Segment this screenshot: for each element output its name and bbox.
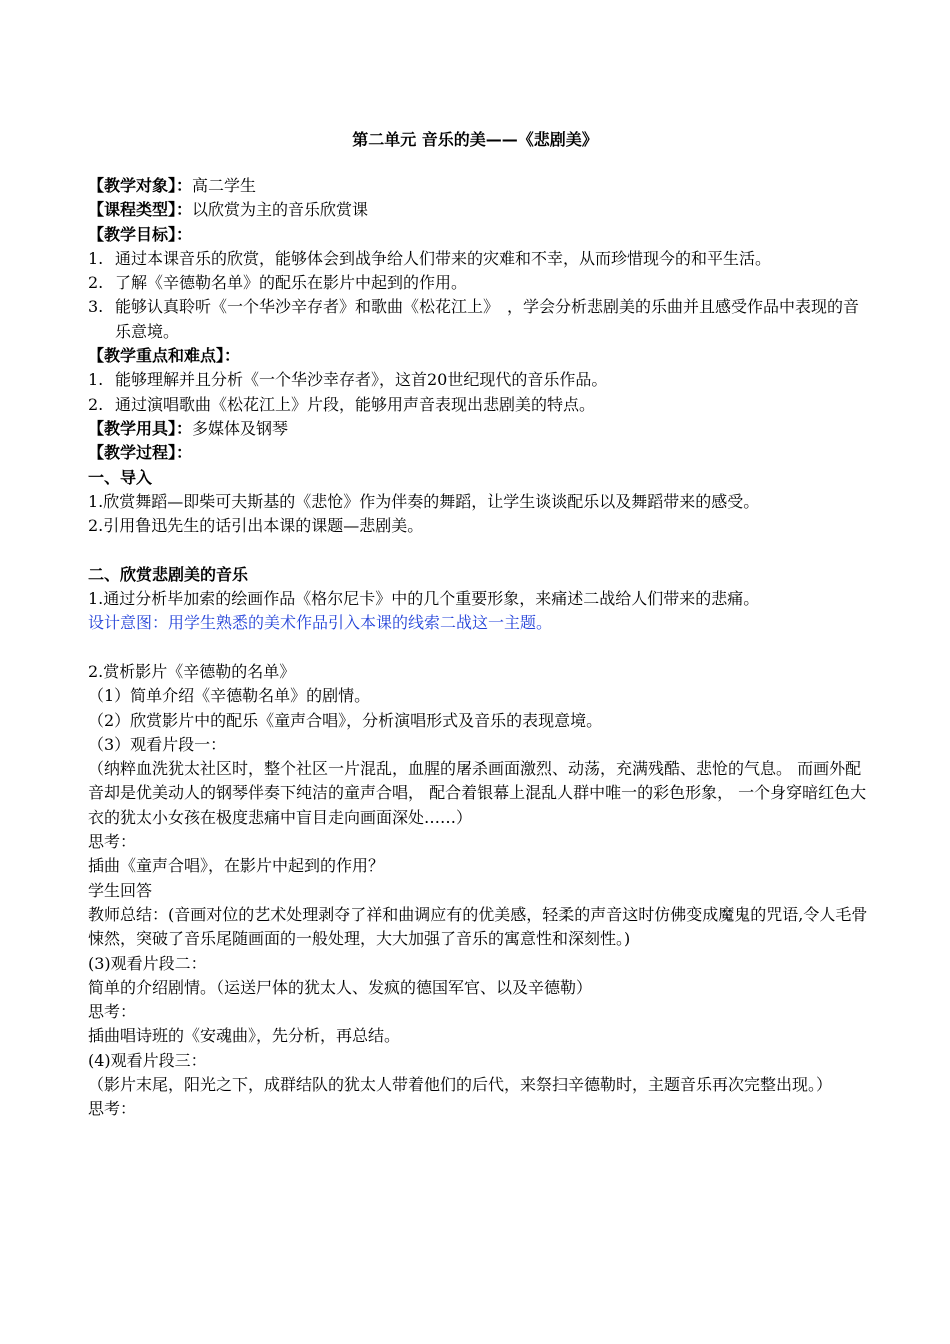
goal-item	[88, 247, 868, 271]
meta-type	[88, 198, 868, 222]
goal-number: 3.	[88, 297, 104, 317]
key-label: 【教学重点和难点】：	[88, 346, 241, 366]
goals-label: 【教学目标】：	[88, 224, 193, 244]
section2-line: （3）观看片段一：	[88, 734, 227, 754]
meta-target	[88, 174, 868, 198]
type-label: 【课程类型】：	[88, 200, 193, 220]
goal-text: 能够认真聆听《一个华沙辛存者》和歌曲《松花江上》 ，学会分析悲剧美的乐曲并且感受作品中表现的音乐意境。	[115, 297, 860, 341]
section2-line: 教师总结：(音画对位的艺术处理剥夺了祥和曲调应有的优美感，轻柔的声音这时仿佛变成魔鬼的咒语,令人毛骨悚然，突破了音乐尾随画面的一般处理，大大加强了音乐的寓意性和深刻性。)	[88, 904, 868, 949]
section1-line: 2.引用鲁迅先生的话引出本课的课题—悲剧美。	[88, 516, 424, 536]
document-title: 第二单元 音乐的美——《悲剧美》	[352, 130, 598, 149]
section2-line: (4)观看片段三：	[88, 1050, 207, 1070]
target-label: 【教学对象】：	[88, 176, 193, 195]
section2-line: 插曲唱诗班的《安魂曲》，先分析，再总结。	[88, 1026, 401, 1046]
section2-line: 思考：	[88, 832, 137, 852]
target-value: 高二学生	[192, 176, 257, 195]
section2-line: （2）欣赏影片中的配乐《童声合唱》，分析演唱形式及音乐的表现意境。	[88, 710, 603, 730]
spacer	[88, 538, 868, 562]
tools-label: 【教学用具】：	[88, 418, 193, 438]
section1-heading: 一、导入	[88, 467, 153, 487]
key-item	[88, 393, 868, 417]
section2-line: 思考：	[88, 1002, 137, 1022]
process-label: 【教学过程】：	[88, 443, 193, 463]
section2-line: （1）简单介绍《辛德勒名单》的剧情。	[88, 686, 371, 706]
key-number: 1.	[88, 370, 104, 390]
goal-item	[88, 271, 868, 295]
section2-line: （影片末尾，阳光之下，成群结队的犹太人带着他们的后代，来祭扫辛德勒时，主题音乐再次完整出现。）	[88, 1074, 833, 1094]
meta-tools	[88, 417, 868, 441]
key-text: 通过演唱歌曲《松花江上》片段，能够用声音表现出悲剧美的特点。	[115, 394, 596, 414]
section2-line: 思考：	[88, 1099, 137, 1119]
section2-line: 2.赏析影片《辛德勒的名单》	[88, 661, 296, 681]
section2-line: （纳粹血洗犹太社区时，整个社区一片混乱，血腥的屠杀画面激烈、动荡，充满残酷、悲怆的气息。 而画外配音却是优美动人的钢琴伴奏下纯洁的童声合唱， 配合着银幕上混乱人群中唯一的彩色形象， 一个身穿暗红色大衣的犹太小女孩在极度悲痛中盲目走向画面深处……）	[88, 759, 867, 827]
key-number: 2.	[88, 394, 104, 414]
tools-value: 多媒体及钢琴	[192, 418, 289, 438]
goal-item	[88, 295, 868, 344]
key-text: 能够理解并且分析《一个华沙幸存者》，这首20世纪现代的音乐作品。	[115, 370, 608, 390]
section2-line: 插曲《童声合唱》，在影片中起到的作用？	[88, 856, 385, 876]
section2-line: 学生回答	[88, 880, 153, 900]
document-body	[88, 174, 868, 1122]
design-intent: 设计意图：用学生熟悉的美术作品引入本课的线索二战这一主题。	[88, 613, 553, 633]
section2-heading: 二、欣赏悲剧美的音乐	[88, 564, 249, 584]
goal-number: 1.	[88, 248, 104, 268]
key-item	[88, 368, 868, 392]
goal-number: 2.	[88, 273, 104, 293]
section1-line: 1.欣赏舞蹈—即柴可夫斯基的《悲怆》作为伴奏的舞蹈，让学生谈谈配乐以及舞蹈带来的感受。	[88, 491, 760, 511]
type-value: 以欣赏为主的音乐欣赏课	[192, 200, 369, 220]
goal-text: 了解《辛德勒名单》的配乐在影片中起到的作用。	[115, 273, 468, 293]
section2-line: 1.通过分析毕加索的绘画作品《格尔尼卡》中的几个重要形象，来痛述二战给人们带来的悲痛。	[88, 589, 760, 609]
section2-line: (3)观看片段二：	[88, 953, 207, 973]
section2-line: 简单的介绍剧情。（运送尸体的犹太人、发疯的德国军官、以及辛德勒）	[88, 977, 593, 997]
spacer	[88, 636, 868, 660]
goal-text: 通过本课音乐的欣赏，能够体会到战争给人们带来的灾难和不幸，从而珍惜现今的和平生活。	[115, 248, 772, 268]
